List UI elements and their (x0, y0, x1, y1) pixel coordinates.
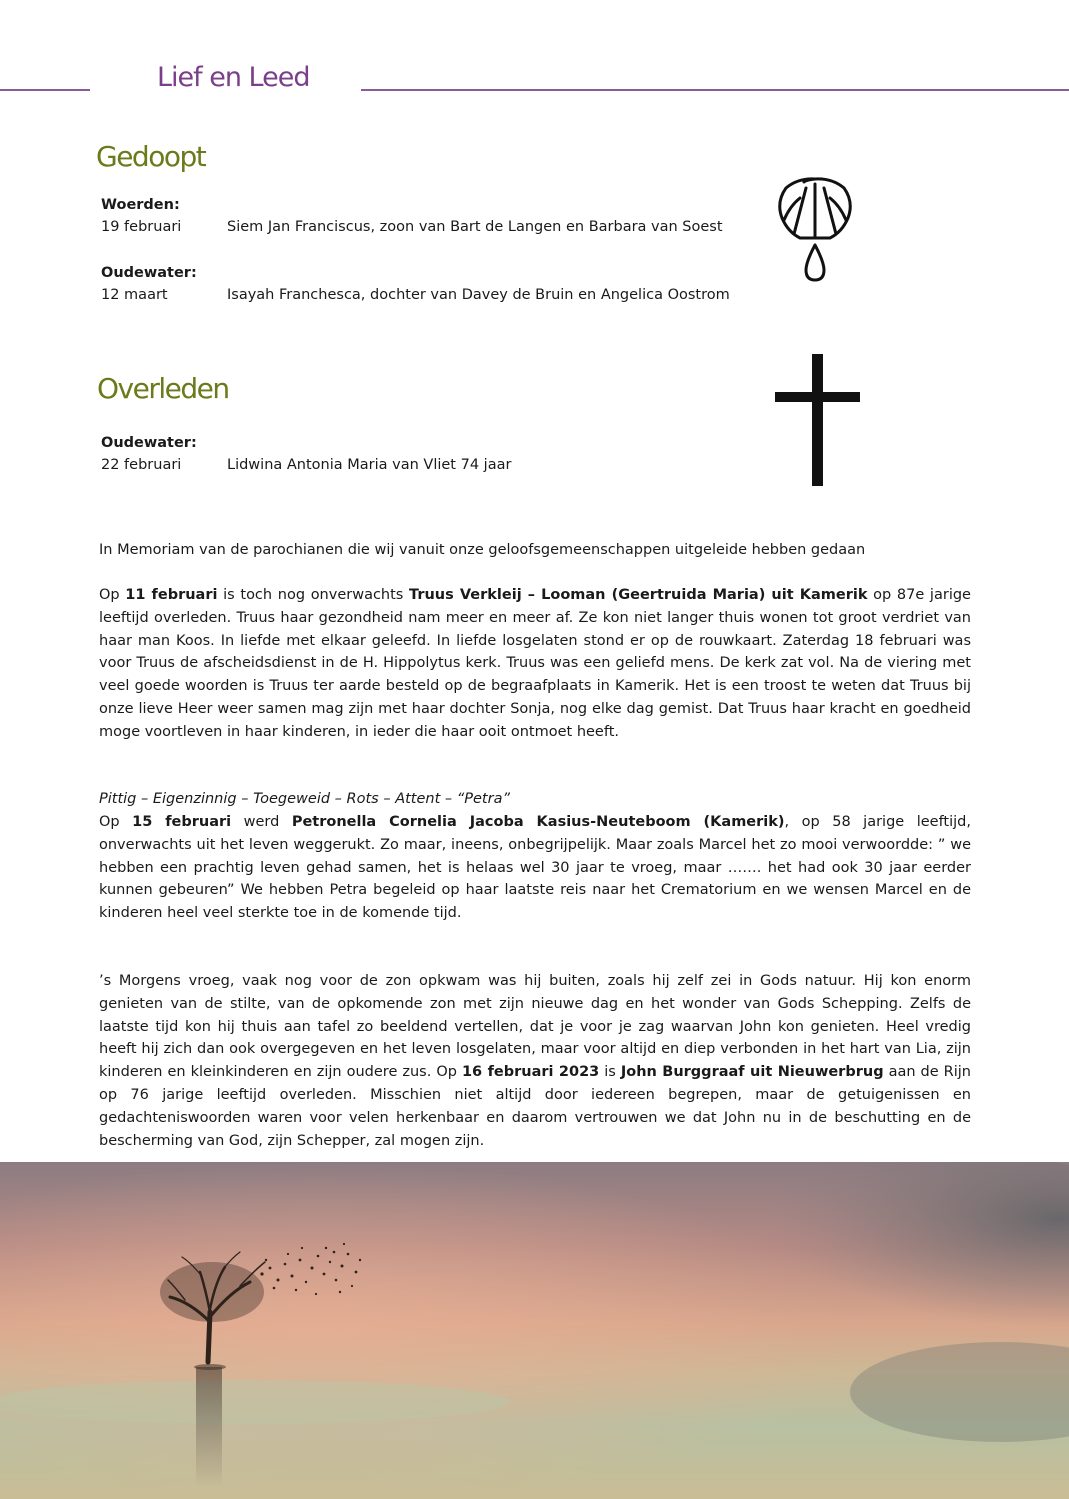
deceased-name: Petronella Cornelia Jacoba Kasius-Neuteboom (Kamerik) (291, 814, 785, 830)
text-span: is (599, 1064, 621, 1081)
death-date-bold: 11 februari (125, 587, 218, 603)
death-date-bold: 16 februari 2023 (461, 1064, 600, 1081)
deceased-name: Truus Verkleij – Looman (Geertruida Maria) uit Kamerik (409, 587, 868, 603)
baptism-place: Oudewater: (101, 265, 197, 281)
text-span: Op (99, 814, 133, 830)
baptism-text: Siem Jan Franciscus, zoon van Bart de Langen en Barbara van Soest (227, 219, 723, 235)
text-span: , op 58 jarige leeftijd, onverwachts uit het leven weggerukt. Zo maar, ineens, onbegrijpelijk. Maar zoals Marcel het zo mooi verwoordde: ” we hebben een prachtig leven gehad samen, het is helaas wel 30 jaar te vroeg, maar ……. het had ook 30 jaar eerder kunnen gebeuren” We hebben Petra begeleid op haar laatste reis naar het Crematorium en we wensen Marcel en de kinderen heel veel sterkte toe in de komende tijd. (99, 814, 971, 922)
page-title: Lief en Leed (157, 62, 310, 93)
section-title-gedoopt: Gedoopt (96, 140, 206, 173)
memoriam-intro: In Memoriam van de parochianen die wij vanuit onze geloofsgemeenschappen uitgeleide hebben gedaan (99, 542, 866, 558)
memoriam-paragraph-petra (99, 811, 971, 925)
scallop-shell-with-drop-icon (776, 176, 854, 284)
baptism-place: Woerden: (101, 197, 180, 213)
death-place: Oudewater: (101, 435, 197, 451)
header-rule-right (361, 89, 1069, 91)
baptism-date: 12 maart (101, 287, 168, 303)
text-span: is toch nog onverwachts (217, 587, 410, 603)
tree-with-birds-sunset-photo (0, 1162, 1069, 1499)
text-span: aan de Rijn op 76 jarige leeftijd overleden. Misschien niet altijd door iedereen begrepen, maar de getuigenissen en gedachteniswoorden waren voor velen herkenbaar en daarom vertrouwen we dat John nu in de beschutting en de bescherming van God, zijn Schepper, zal mogen zijn. (99, 1064, 971, 1149)
text-span: ’s Morgens vroeg, vaak nog voor de zon opkwam was hij buiten, zoals hij zelf zei in Gods natuur. Hij kon enorm genieten van de stilte, van de opkomende zon met zijn nieuwe dag en het wonder van Gods Schepping. Zelfs de laatste tijd kon hij thuis aan tafel zo beeldend vertellen, dat je voor je zag waarvan John kon genieten. Heel vredig heeft hij zich dan ook overgegeven en het leven losgelaten, maar voor altijd en diep verbonden in het hart van Lia, zijn kinderen en kleinkinderen en zijn oudere zus. Op (99, 973, 971, 1081)
header-rule-left (0, 89, 90, 91)
text-span: Op (99, 587, 126, 603)
memoriam-paragraph-john (99, 970, 971, 1152)
text-span: werd (231, 814, 292, 830)
baptism-text: Isayah Franchesca, dochter van Davey de Bruin en Angelica Oostrom (227, 287, 730, 303)
death-date: 22 februari (101, 457, 182, 473)
section-title-overleden: Overleden (97, 372, 229, 405)
cross-icon (772, 354, 862, 488)
motto-italic: Pittig – Eigenzinnig – Toegeweid – Rots – Attent – “Petra” (99, 791, 510, 807)
memoriam-motto-petra (99, 788, 971, 811)
text-span: op 87e jarige leeftijd overleden. Truus haar gezondheid nam meer en meer af. Ze kon niet langer thuis wonen tot groot verdriet van haar man Koos. In liefde met elkaar geleefd. In liefde losgelaten stond er op de rouwkaart. Zaterdag 18 februari was voor Truus de afscheidsdienst in de H. Hippolytus kerk. Truus was een geliefd mens. De kerk zat vol. Na de viering met veel goede woorden is Truus ter aarde besteld op de begraafplaats in Kamerik. Het is een troost te weten dat Truus bij onze lieve Heer weer samen mag zijn met haar dochter Sonja, nog elke dag gemist. Dat Truus haar kracht en goedheid moge voortleven in haar kinderen, in ieder die haar ooit ontmoet heeft. (99, 587, 971, 740)
sunset-landscape-image (0, 1162, 1069, 1499)
memoriam-paragraph-truus (99, 584, 971, 744)
deceased-name: John Burggraaf uit Nieuwerbrug (620, 1064, 884, 1081)
death-text: Lidwina Antonia Maria van Vliet 74 jaar (227, 457, 512, 473)
death-date-bold: 15 februari (132, 814, 232, 830)
baptism-date: 19 februari (101, 219, 182, 235)
